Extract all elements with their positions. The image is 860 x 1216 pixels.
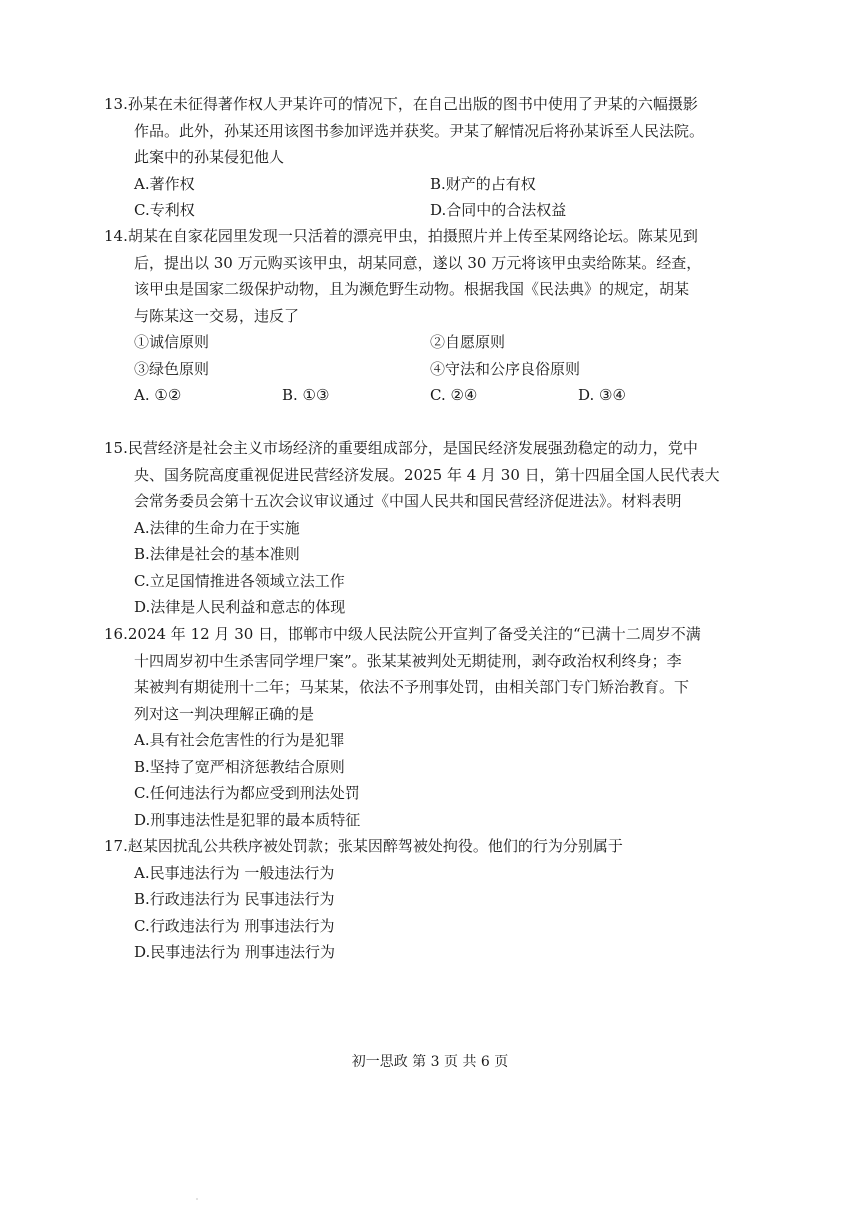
page-footer: 初一思政 第 3 页 共 6 页 <box>351 1054 509 1070</box>
option-d: D.刑事违法性是犯罪的最本质特征 <box>134 810 361 829</box>
option-a: A.具有社会危害性的行为是犯罪 <box>134 731 345 749</box>
option-b: B.法律是社会的基本准则 <box>134 545 300 563</box>
question-14-line-4: 与陈某这一交易，违反了 <box>134 306 300 325</box>
statement-3: ③绿色原则 <box>134 359 210 378</box>
question-14-options-row <box>104 382 764 409</box>
option-a: A. ①② <box>134 386 182 404</box>
statement-4: ④守法和公序良俗原则 <box>430 359 581 378</box>
statement-2: ②自愿原则 <box>430 333 506 351</box>
option-b: B.行政违法行为 民事违法行为 <box>134 890 335 908</box>
option-c: C.任何违法行为都应受到刑法处罚 <box>134 784 360 802</box>
option-c: C.行政违法行为 刑事违法行为 <box>134 916 335 935</box>
statement-1: ①诚信原则 <box>134 333 210 351</box>
option-d: D.法律是人民利益和意志的体现 <box>134 598 346 616</box>
question-13-line-3: 此案中的孙某侵犯他人 <box>134 148 285 166</box>
question-16-line-2: 十四周岁初中生杀害同学埋尸案”。张某某被判处无期徒刑，剥夺政治权利终身；李 <box>134 651 682 670</box>
option-d: D.民事违法行为 刑事违法行为 <box>134 943 336 961</box>
question-13 <box>104 91 764 224</box>
option-c: C.专利权 <box>134 201 195 219</box>
question-17-line-1: 17.赵某因扰乱公共秩序被处罚款；张某因醉驾被处拘役。他们的行为分别属于 <box>104 837 623 855</box>
question-15-line-3: 会常务委员会第十五次会议审议通过《中国人民共和国民营经济促进法》。材料表明 <box>134 492 682 510</box>
option-b: B.财产的占有权 <box>430 174 536 193</box>
option-a: A.民事违法行为 一般违法行为 <box>134 863 335 882</box>
option-a: A.法律的生命力在于实施 <box>134 518 300 537</box>
option-c: C. ②④ <box>430 386 478 404</box>
question-15-line-2: 央、国务院高度重视促进民营经济发展。2025 年 4 月 30 日，第十四届全国人民代表大 <box>134 465 720 484</box>
question-13-line-2: 作品。此外，孙某还用该图书参加评选并获奖。尹某了解情况后将孙某诉至人民法院。 <box>134 121 705 140</box>
question-14-line-1: 14.胡某在自家花园里发现一只活着的漂亮甲虫，拍摄照片并上传至某网络论坛。陈某见到 <box>104 227 698 245</box>
question-17 <box>104 833 764 966</box>
question-15-line-1: 15.民营经济是社会主义市场经济的重要组成部分，是国民经济发展强劲稳定的动力，党中 <box>104 439 698 457</box>
question-16-line-3: 某被判有期徒刑十二年；马某某，依法不予刑事处罚，由相关部门专门矫治教育。下 <box>134 678 690 696</box>
question-16 <box>104 621 764 833</box>
question-14-statements-row-2 <box>104 356 764 383</box>
question-14-line-2: 后，提出以 30 万元购买该甲虫，胡某同意，遂以 30 万元将该甲虫卖给陈某。经查， <box>134 253 702 272</box>
question-16-line-1: 16.2024 年 12 月 30 日，邯郸市中级人民法院公开宣判了备受关注的“已满十二周岁不满 <box>104 625 701 643</box>
question-13-options-row-1 <box>104 171 764 198</box>
question-13-line-1: 13.孙某在未征得著作权人尹某许可的情况下，在自己出版的图书中使用了尹某的六幅摄影 <box>104 95 698 113</box>
option-d: D.合同中的合法权益 <box>430 201 567 219</box>
option-b: B. ①③ <box>282 386 330 404</box>
question-14-statements-row-1 <box>104 329 764 356</box>
option-c: C.立足国情推进各领域立法工作 <box>134 571 345 590</box>
scan-speck <box>196 1198 198 1200</box>
question-14-line-3: 该甲虫是国家二级保护动物，且为濒危野生动物。根据我国《民法典》的规定，胡某 <box>134 280 690 298</box>
option-a: A.著作权 <box>134 174 195 193</box>
option-d: D. ③④ <box>578 386 626 404</box>
question-14 <box>104 223 764 409</box>
question-13-options-row-2 <box>104 197 764 224</box>
question-15 <box>104 435 764 621</box>
question-16-line-4: 列对这一判决理解正确的是 <box>134 704 315 723</box>
option-b: B.坚持了宽严相济惩教结合原则 <box>134 757 345 776</box>
